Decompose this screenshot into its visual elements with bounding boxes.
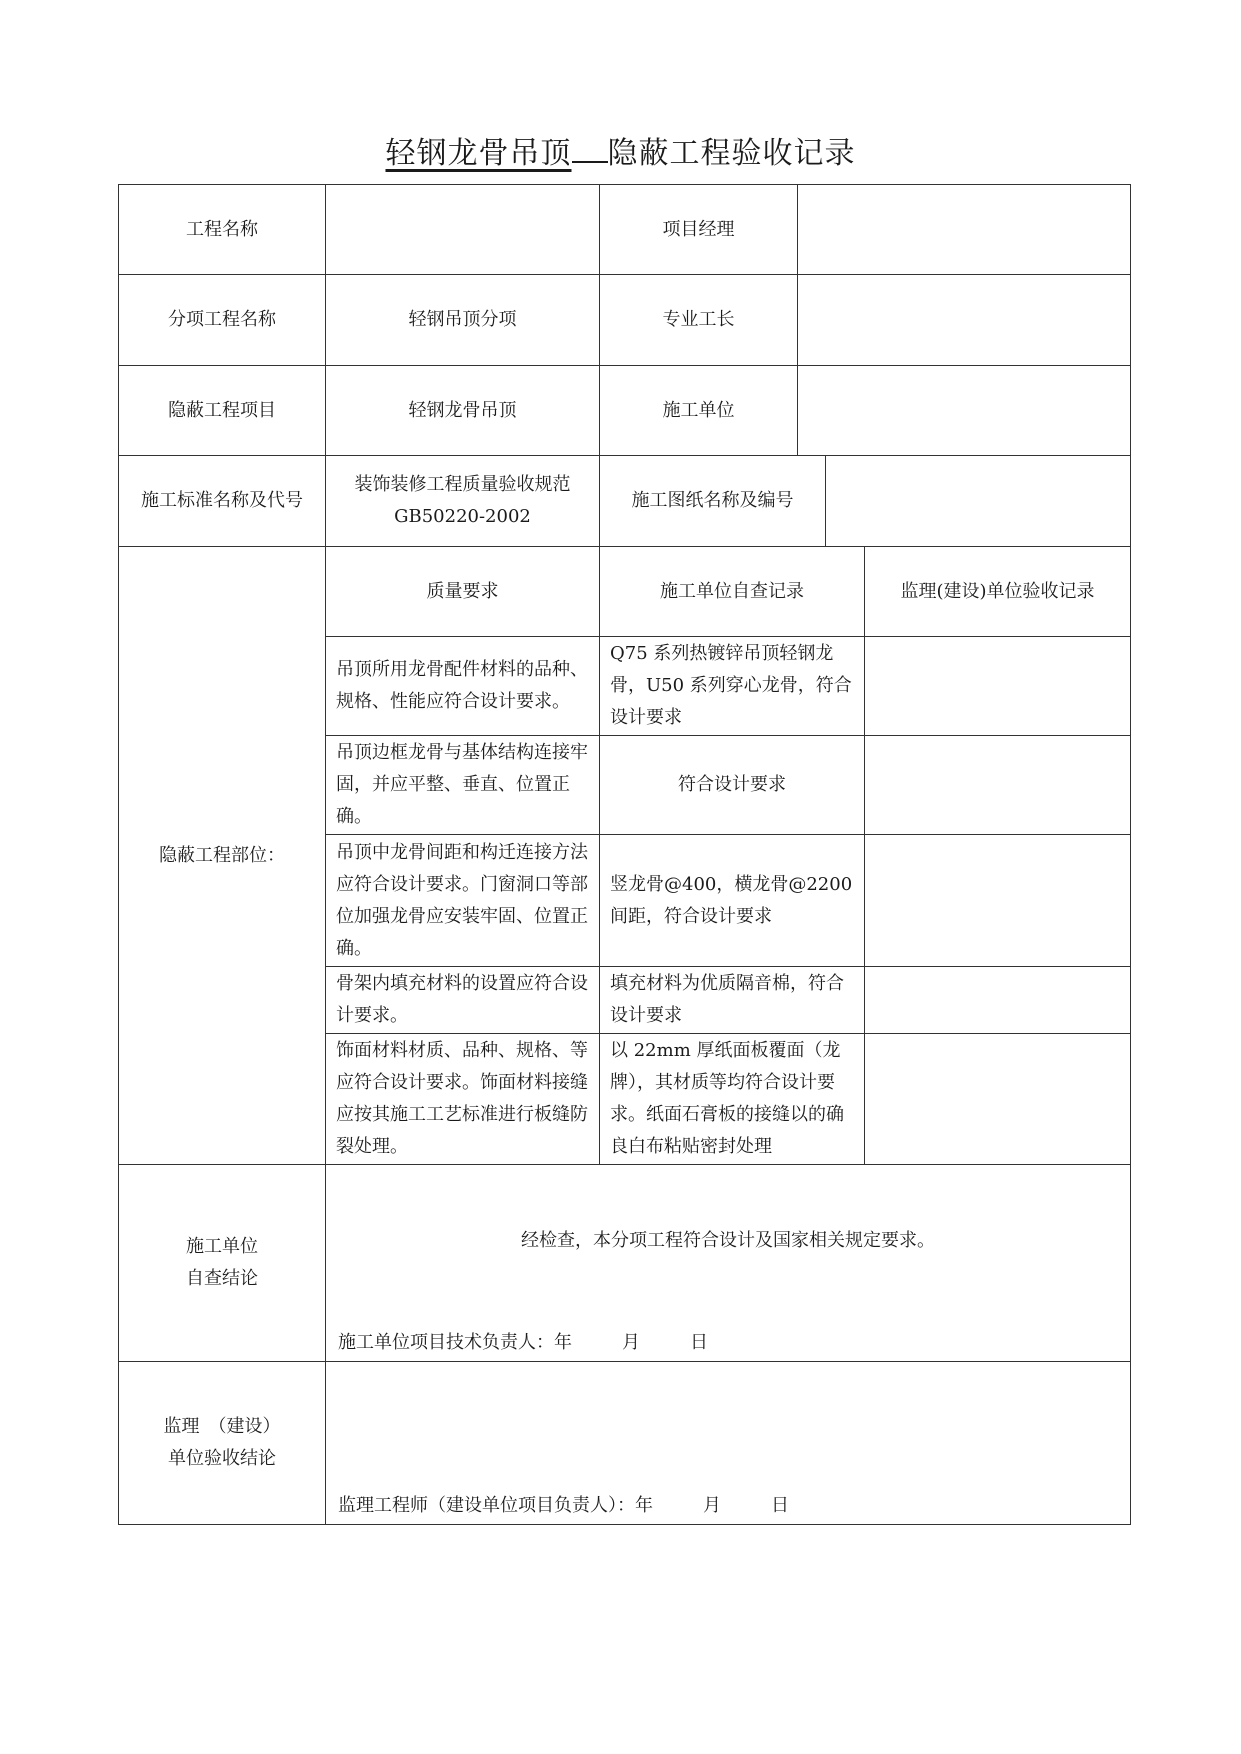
date-month: 月: [622, 1332, 640, 1353]
title-blank: [572, 137, 608, 163]
foreman-label: 专业工长: [600, 275, 798, 366]
sub-project-value[interactable]: 轻钢吊顶分项: [326, 275, 600, 366]
col-header-self-check: 施工单位自查记录: [600, 547, 865, 637]
supervisor-conclusion-label-line1: 监理 （建设）: [163, 1416, 281, 1437]
supervisor-cell[interactable]: [865, 835, 1131, 967]
contractor-value[interactable]: [798, 366, 1131, 456]
foreman-value[interactable]: [798, 275, 1131, 366]
requirement-cell: 吊顶边框龙骨与基体结构连接牢固，并应平整、垂直、位置正确。: [326, 736, 600, 835]
project-name-value[interactable]: [326, 185, 600, 275]
self-conclusion-signature-line: [338, 1327, 708, 1359]
date-month: 月: [703, 1495, 721, 1516]
standard-value[interactable]: 装饰装修工程质量验收规范 GB50220-2002: [326, 456, 600, 547]
project-manager-label: 项目经理: [600, 185, 798, 275]
supervisor-conclusion-cell[interactable]: [326, 1362, 1131, 1525]
self-conclusion-label-line1: 施工单位: [186, 1236, 258, 1257]
requirement-cell: 饰面材料材质、品种、规格、等应符合设计要求。饰面材料接缝应按其施工工艺标准进行板缝防裂处理。: [326, 1034, 600, 1165]
standard-label: 施工标准名称及代号: [119, 456, 326, 547]
col-header-requirement: 质量要求: [326, 547, 600, 637]
hidden-item-label: 隐蔽工程项目: [119, 366, 326, 456]
self-conclusion-cell[interactable]: [326, 1165, 1131, 1362]
date-day: 日: [690, 1332, 708, 1353]
hidden-section-label: 隐蔽工程部位：: [119, 547, 326, 1165]
self-check-cell[interactable]: 符合设计要求: [600, 736, 865, 835]
self-check-cell[interactable]: 填充材料为优质隔音棉，符合设计要求: [600, 967, 865, 1034]
supervisor-signer: 监理工程师（建设单位项目负责人）：: [338, 1495, 635, 1516]
self-check-cell[interactable]: Q75 系列热镀锌吊顶轻钢龙骨，U50 系列穿心龙骨，符合设计要求: [600, 637, 865, 736]
project-name-label: 工程名称: [119, 185, 326, 275]
date-year: 年: [635, 1495, 653, 1516]
self-conclusion-signer: 施工单位项目技术负责人：: [338, 1332, 554, 1353]
project-manager-value[interactable]: [798, 185, 1131, 275]
hidden-item-value[interactable]: 轻钢龙骨吊顶: [326, 366, 600, 456]
date-day: 日: [771, 1495, 789, 1516]
requirement-cell: 吊顶中龙骨间距和构迁连接方法应符合设计要求。门窗洞口等部位加强龙骨应安装牢固、位置正确。: [326, 835, 600, 967]
supervisor-conclusion-label: [119, 1362, 326, 1525]
supervisor-conclusion-label-line2: 单位验收结论: [168, 1448, 276, 1469]
drawing-label: 施工图纸名称及编号: [600, 456, 826, 547]
title-part1: 轻钢龙骨吊顶: [385, 136, 572, 171]
sub-project-label: 分项工程名称: [119, 275, 326, 366]
drawing-value[interactable]: [826, 456, 1131, 547]
supervisor-cell[interactable]: [865, 1034, 1131, 1165]
self-check-cell[interactable]: 竖龙骨@400，横龙骨@2200 间距，符合设计要求: [600, 835, 865, 967]
supervisor-cell[interactable]: [865, 736, 1131, 835]
date-year: 年: [554, 1332, 572, 1353]
contractor-label: 施工单位: [600, 366, 798, 456]
self-conclusion-message: 经检查，本分项工程符合设计及国家相关规定要求。: [521, 1230, 935, 1251]
self-conclusion-label-line2: 自查结论: [186, 1268, 258, 1289]
title-part2: 隐蔽工程验收记录: [607, 136, 856, 171]
self-check-cell[interactable]: 以 22mm 厚纸面板覆面（龙牌），其材质等均符合设计要求。纸面石膏板的接缝以的确良白布粘贴密封处理: [600, 1034, 865, 1165]
requirement-cell: 吊顶所用龙骨配件材料的品种、规格、性能应符合设计要求。: [326, 637, 600, 736]
col-header-supervisor: 监理(建设)单位验收记录: [865, 547, 1131, 637]
inspection-form-table: [118, 184, 1131, 1525]
supervisor-cell[interactable]: [865, 637, 1131, 736]
document-title: [0, 128, 1241, 172]
supervisor-cell[interactable]: [865, 967, 1131, 1034]
requirement-cell: 骨架内填充材料的设置应符合设计要求。: [326, 967, 600, 1034]
supervisor-signature-line: [338, 1490, 789, 1522]
self-conclusion-label: [119, 1165, 326, 1362]
